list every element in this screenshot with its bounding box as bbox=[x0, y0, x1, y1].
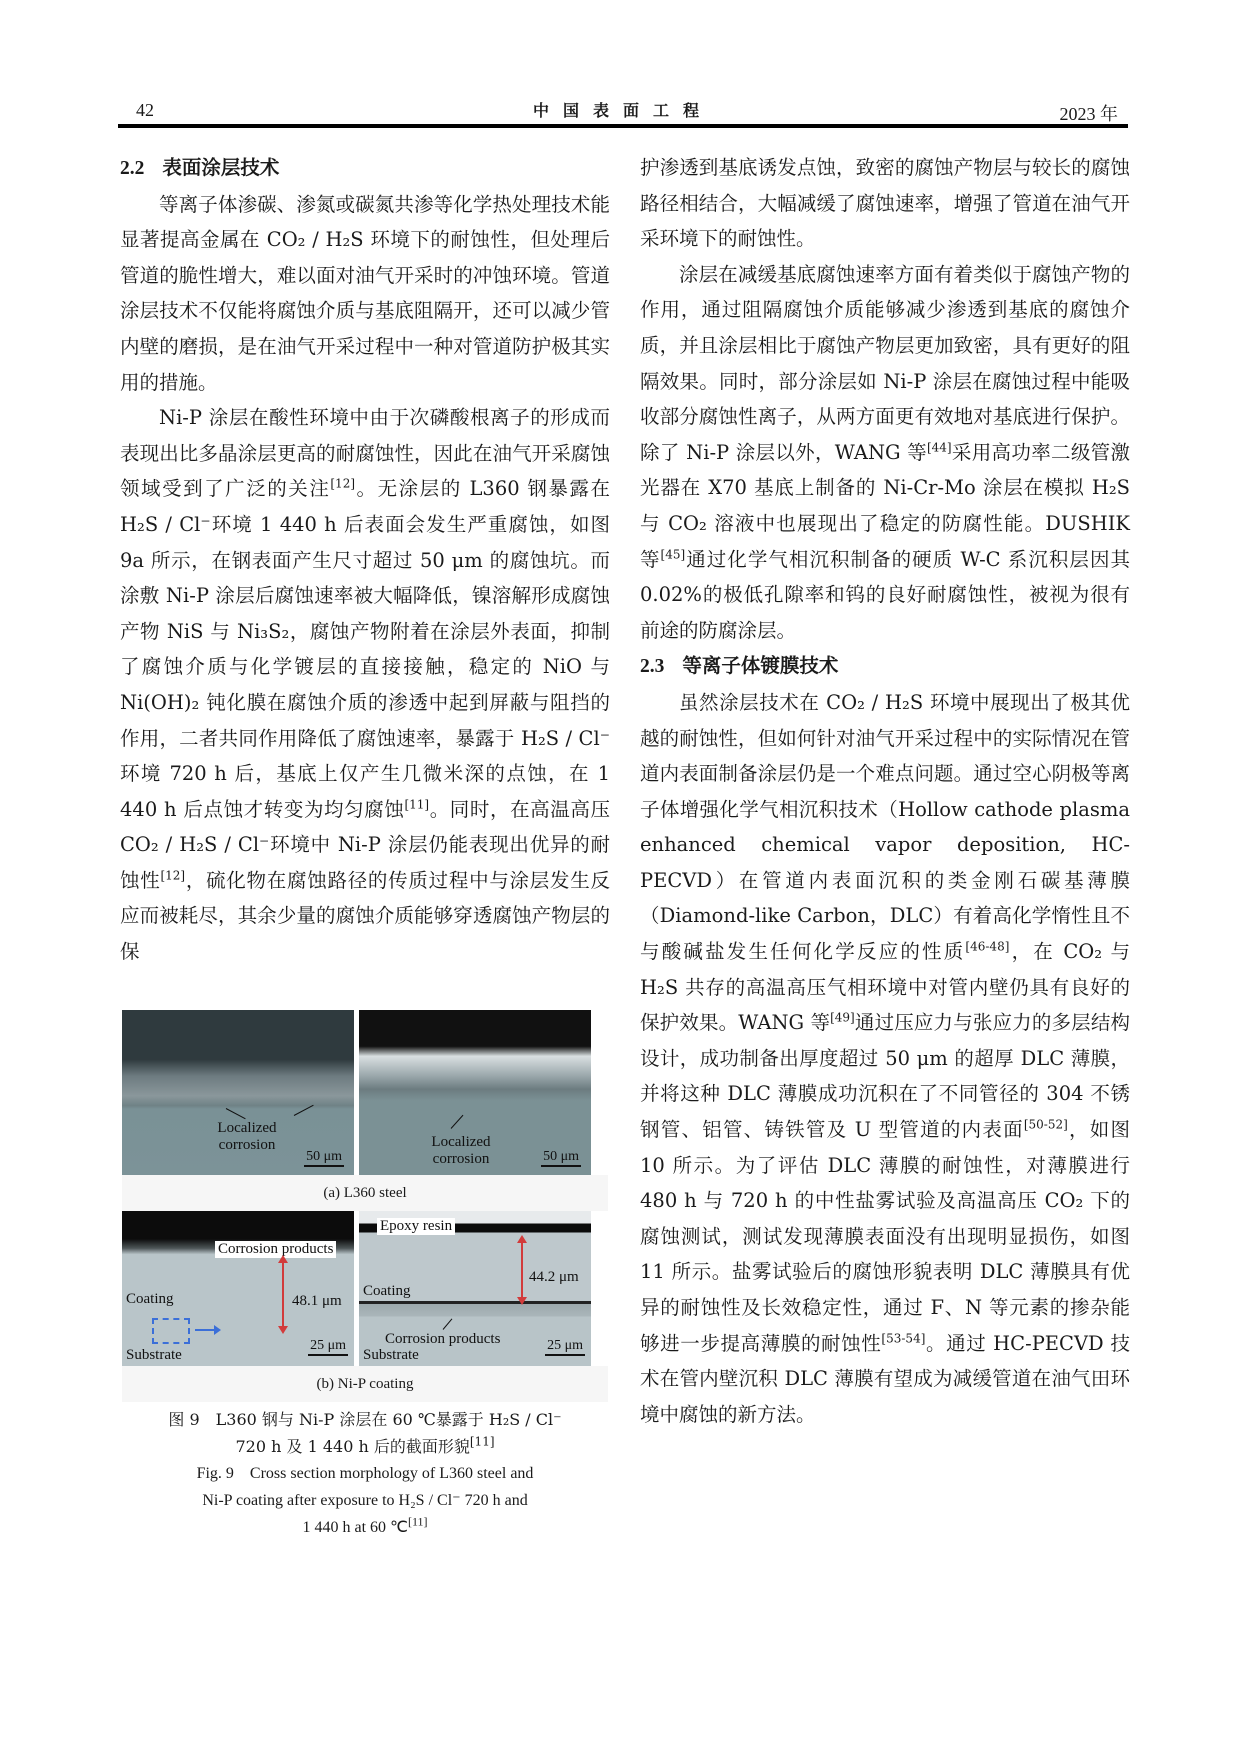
paragraph-continued: 护渗透到基底诱发点蚀，致密的腐蚀产物层与较长的腐蚀路径相结合，大幅减缓了腐蚀速率，增强了管道在油气开采环境下的耐蚀性。 bbox=[640, 156, 1130, 251]
text-run: ，如图 10 所示。为了评估 DLC 薄膜的耐蚀性，对薄膜进行 480 h 与 720 h 的中性盐雾试验及高温高压 CO₂ 下的腐蚀测试，测试发现薄膜表面没有出现明显损伤，如图 11 所示。盐雾试验后的腐蚀形貌表明 DLC 薄膜具有优异的耐蚀性及长效稳定性，通过 F、N 等元素的掺杂能够进一步提高薄膜的耐蚀性 bbox=[640, 1118, 1130, 1355]
text-run: 采用高功率二级管激光器在 X70 基底上制备的 Ni-Cr-Mo 涂层在模拟 H₂S 与 CO₂ 溶液中也展现出了稳定的防腐性能。DUSHIK 等 bbox=[640, 440, 1130, 571]
text-run: 涂层在减缓基底腐蚀速率方面有着类似于腐蚀产物的作用，通过阻隔腐蚀介质能够减少渗透到基底的腐蚀介质，并且涂层相比于腐蚀产物层更加致密，具有更好的阻隔效果。同时，部分涂层如 Ni-P 涂层在腐蚀过程中能吸收部分腐蚀性离子，从两方面更有效地对基底进行保护。除了 Ni-P 涂层以外，WANG 等 bbox=[640, 262, 1130, 464]
subcaption-b: (b) Ni-P coating bbox=[122, 1366, 608, 1402]
citation[interactable]: [46-48] bbox=[965, 939, 1010, 954]
text-run: 虽然涂层技术在 CO₂ / H₂S 环境中展现出了极其优越的耐蚀性，但如何针对油气开采过程中的实际情况在管道内表面制备涂层仍是一个难点问题。通过空心阴极等离子体增强化学气相沉积技术（Hollow cathode plasma enhanced chemical vapor deposition, HC-PECVD）在管道内表面沉积的类金刚石碳基薄膜（Diamond-like Carbon，DLC）有着高化学惰性且不与酸碱盐发生任何化学反应的性质 bbox=[640, 690, 1130, 964]
paragraph-dlc-coating bbox=[640, 685, 1130, 1432]
text-run: Ni-P 涂层在酸性环境中由于次磷酸根离子的形成而表现出比多晶涂层更高的耐腐蚀性，因此在油气开采腐蚀领域受到了广泛的关注 bbox=[120, 406, 610, 501]
figure-row-a bbox=[122, 1010, 610, 1175]
sem-image-nip-720h bbox=[122, 1211, 354, 1366]
paragraph-nip-coating bbox=[120, 400, 610, 970]
arrow-right-icon bbox=[195, 1329, 215, 1331]
scale-bar: 50 μm bbox=[304, 1149, 344, 1167]
figure-9 bbox=[120, 1010, 610, 1541]
coating-label: Coating bbox=[126, 1291, 174, 1307]
figure-caption bbox=[120, 1406, 610, 1541]
localized-corrosion-label: Localized corrosion bbox=[431, 1134, 491, 1167]
citation[interactable]: [11] bbox=[404, 797, 430, 812]
caption-en-line2: Ni-P coating after exposure to H₂S / Cl⁻ 720 h and bbox=[202, 1492, 528, 1509]
text-run: 通过压应力与张应力的多层结构设计，成功制备出厚度超过 50 μm 的超厚 DLC 薄膜，并将这种 DLC 薄膜成功沉积在了不同管径的 304 不锈钢管、铝管、铸铁管及 U 型管道的内表面 bbox=[640, 1011, 1130, 1142]
sem-image-nip-1440h bbox=[359, 1211, 591, 1366]
section-number: 2.2 bbox=[120, 158, 145, 179]
text-run: 。无涂层的 L360 钢暴露在 H₂S / Cl⁻环境 1 440 h 后表面会发生严重腐蚀，如图 9a 所示，在钢表面产生尺寸超过 50 μm 的腐蚀坑。而涂敷 Ni-P 涂层后腐蚀速率被大幅降低，镍溶解形成腐蚀产物 NiS 与 Ni₃S₂，腐蚀产物附着在涂层外表面，抑制了腐蚀介质与化学镀层的直接接触，稳定的 NiO 与 Ni(OH)₂ 钝化膜在腐蚀介质的渗透中起到屏蔽与阻挡的作用，二者共同作用降低了腐蚀速率，暴露于 H₂S / Cl⁻环境 720 h 后，基底上仅产生几微米深的点蚀，在 1 440 h 后点蚀才转变为均匀腐蚀 bbox=[120, 477, 610, 821]
section-heading-2-3 bbox=[640, 648, 1130, 685]
page-number: 42 bbox=[136, 100, 154, 120]
citation[interactable]: [11] bbox=[407, 1514, 428, 1529]
paragraph-coating-barrier bbox=[640, 257, 1130, 649]
paragraph-plasma-treatment: 等离子体渗碳、渗氮或碳氮共渗等化学热处理技术能显著提高金属在 CO₂ / H₂S 环境下的耐蚀性，但处理后管道的脆性增大，难以面对油气开采时的冲蚀环境。管道涂层技术不仅能将腐蚀介质与基底阻隔开，还可以减少管内壁的磨损，是在油气开采过程中一种对管道防护极其实用的措施。 bbox=[120, 192, 610, 394]
text-run: 通过化学气相沉积制备的硬质 W-C 系沉积层因其 0.02%的极低孔隙率和钨的良好耐腐蚀性，被视为很有前途的防腐涂层。 bbox=[640, 547, 1130, 642]
scale-bar: 50 μm bbox=[541, 1149, 581, 1167]
sem-image-l360-720h bbox=[122, 1010, 354, 1175]
thickness-value: 48.1 μm bbox=[292, 1293, 342, 1309]
citation[interactable]: [12] bbox=[160, 868, 186, 883]
figure-row-b bbox=[122, 1211, 610, 1366]
substrate-label: Substrate bbox=[363, 1347, 419, 1363]
section-title: 等离子体镀膜技术 bbox=[682, 654, 839, 678]
citation[interactable]: [44] bbox=[926, 440, 952, 455]
citation[interactable]: [53-54] bbox=[881, 1331, 926, 1346]
citation[interactable]: [11] bbox=[469, 1434, 495, 1449]
text-run: 720 h 及 1 440 h 后的截面形貌 bbox=[235, 1437, 470, 1456]
sem-image-l360-1440h bbox=[359, 1010, 591, 1175]
running-header bbox=[118, 96, 1128, 126]
subcaption-a: (a) L360 steel bbox=[122, 1175, 608, 1211]
scale-bar: 25 μm bbox=[308, 1338, 348, 1356]
region-of-interest-box bbox=[152, 1318, 190, 1344]
text-run: 1 440 h at 60 ℃ bbox=[302, 1519, 408, 1536]
text-run: ，在 CO₂ 与 H₂S 共存的高温高压气相环境中对管内壁仍具有良好的保护效果。WANG 等 bbox=[640, 940, 1130, 1035]
corrosion-products-label: Corrosion products bbox=[385, 1331, 501, 1347]
right-column bbox=[640, 150, 1130, 1432]
leader-line bbox=[443, 1318, 453, 1329]
journal-name: 中国表面工程 bbox=[532, 101, 713, 120]
citation[interactable]: [49] bbox=[830, 1010, 855, 1025]
citation[interactable]: [12] bbox=[330, 476, 356, 491]
scale-bar: 25 μm bbox=[545, 1338, 585, 1356]
text-run: 。同时，在高温高压 CO₂ / H₂S / Cl⁻环境中 Ni-P 涂层仍能表现出优异的耐蚀性 bbox=[120, 797, 610, 892]
left-column bbox=[120, 150, 610, 970]
section-heading-2-2 bbox=[120, 150, 610, 187]
caption-cn-line1: 图 9 L360 钢与 Ni-P 涂层在 60 ℃暴露于 H₂S / Cl⁻ bbox=[168, 1410, 562, 1429]
leader-line bbox=[226, 1108, 246, 1119]
caption-en-line3 bbox=[120, 1514, 610, 1541]
corrosion-products-label: Corrosion products bbox=[215, 1241, 336, 1258]
header-rule bbox=[118, 124, 1128, 128]
substrate-label: Substrate bbox=[126, 1347, 182, 1363]
caption-en-line1: Fig. 9 Cross section morphology of L360 steel and bbox=[196, 1465, 534, 1482]
text-run: 。通过 HC-PECVD 技术在管内壁沉积 DLC 薄膜有望成为减缓管道在油气田环境中腐蚀的新方法。 bbox=[640, 1331, 1130, 1426]
thickness-arrow bbox=[282, 1257, 284, 1332]
issue-year: 2023 年 bbox=[1059, 104, 1118, 124]
citation[interactable]: [50-52] bbox=[1023, 1117, 1068, 1132]
coating-label: Coating bbox=[363, 1283, 411, 1299]
text-run: ，硫化物在腐蚀路径的传质过程中与涂层发生反应而被耗尽，其余少量的腐蚀介质能够穿透腐蚀产物层的保 bbox=[120, 868, 610, 964]
thickness-value: 44.2 μm bbox=[529, 1269, 579, 1285]
leader-line bbox=[294, 1105, 314, 1116]
caption-cn-line2 bbox=[120, 1433, 610, 1460]
citation[interactable]: [45] bbox=[660, 547, 686, 562]
thickness-arrow bbox=[521, 1237, 523, 1303]
leader-line bbox=[451, 1115, 464, 1129]
section-number: 2.3 bbox=[640, 656, 665, 678]
epoxy-resin-label: Epoxy resin bbox=[377, 1218, 455, 1235]
section-title: 表面涂层技术 bbox=[162, 156, 280, 179]
localized-corrosion-label: Localized corrosion bbox=[217, 1120, 277, 1153]
